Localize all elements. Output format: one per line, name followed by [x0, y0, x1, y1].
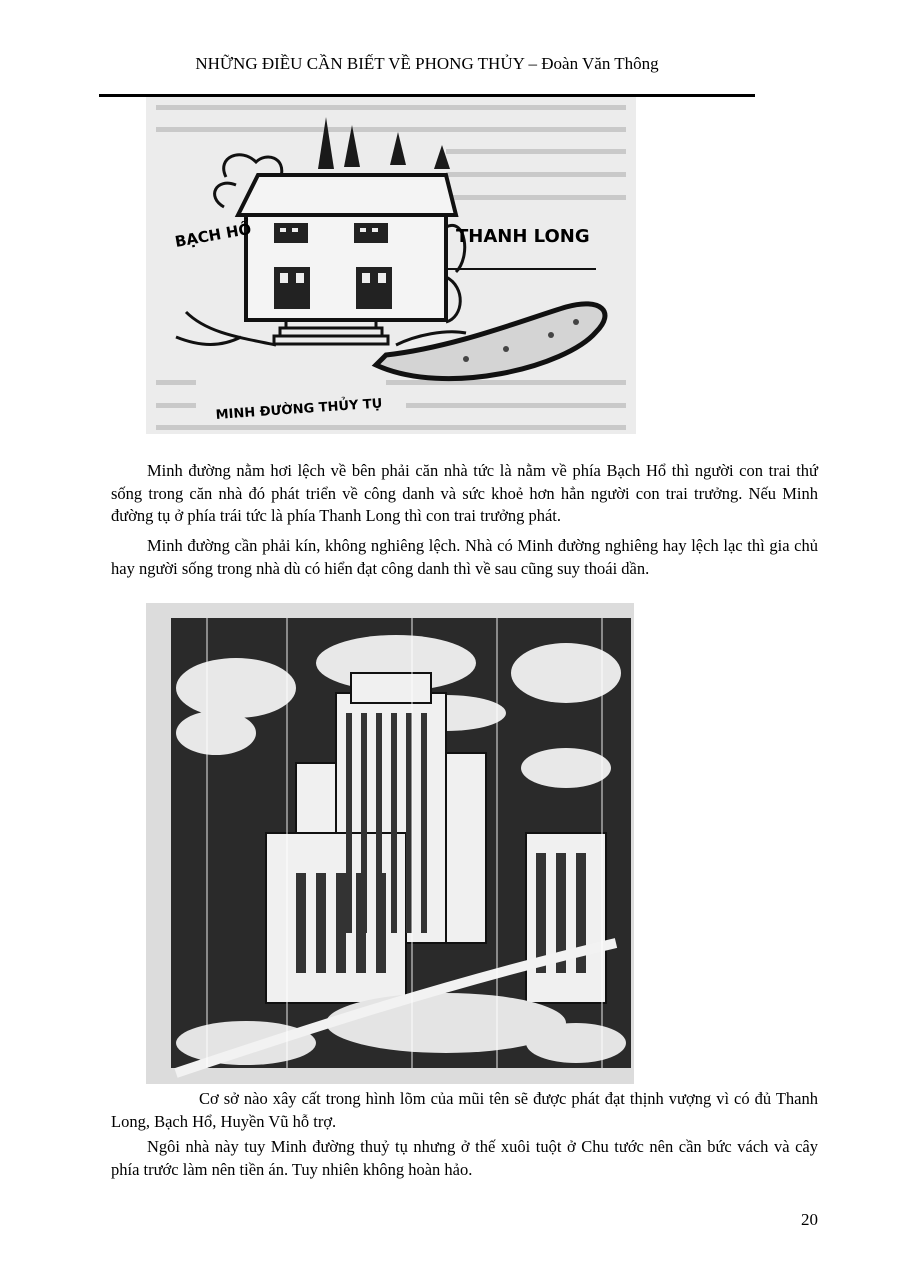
house-illustration	[146, 97, 636, 434]
paragraph-4: Ngôi nhà này tuy Minh đường thuỷ tụ nhưng ở thế xuôi tuột ở Chu tước nên cần bức vách và cây phía trước làm nên tiền án. Tuy nhiên không hoàn hảo.	[111, 1137, 818, 1179]
building-photo	[146, 603, 634, 1084]
page-number: 20	[801, 1210, 818, 1229]
house-drawing	[146, 97, 636, 434]
label-thanh-long: THANH LONG	[456, 226, 590, 247]
paragraph-2: Minh đường cần phải kín, không nghiêng lệch. Nhà có Minh đường nghiêng hay lệch lạc thì gia chủ hay người sống trong nhà dù có hiển đạt công danh thì về sau cũng suy thoái dần.	[111, 536, 818, 578]
paragraph-3: Cơ sở nào xây cất trong hình lõm của mũi tên sẽ được phát đạt thịnh vượng vì có đủ Thanh Long, Bạch Hổ, Huyền Vũ hỗ trợ.	[111, 1089, 818, 1131]
page-header-title: NHỮNG ĐIỀU CẦN BIẾT VỀ PHONG THỦY – Đoàn Văn Thông	[195, 54, 659, 73]
label-bach-ho: BẠCH HỔ	[173, 219, 253, 251]
label-minh-duong: MINH ĐƯỜNG THỦY TỤ	[215, 396, 383, 423]
building-photo-drawing	[146, 603, 634, 1084]
paragraph-1: Minh đường nằm hơi lệch về bên phải căn nhà tức là nằm về phía Bạch Hổ thì người con trai thứ sống trong căn nhà đó phát triển về công danh và sức khoẻ hơn hẳn người con trai trưởng. Nếu Minh đường tụ ở phía trái tức là phía Thanh Long thì con trai trưởng phát.	[111, 461, 818, 525]
